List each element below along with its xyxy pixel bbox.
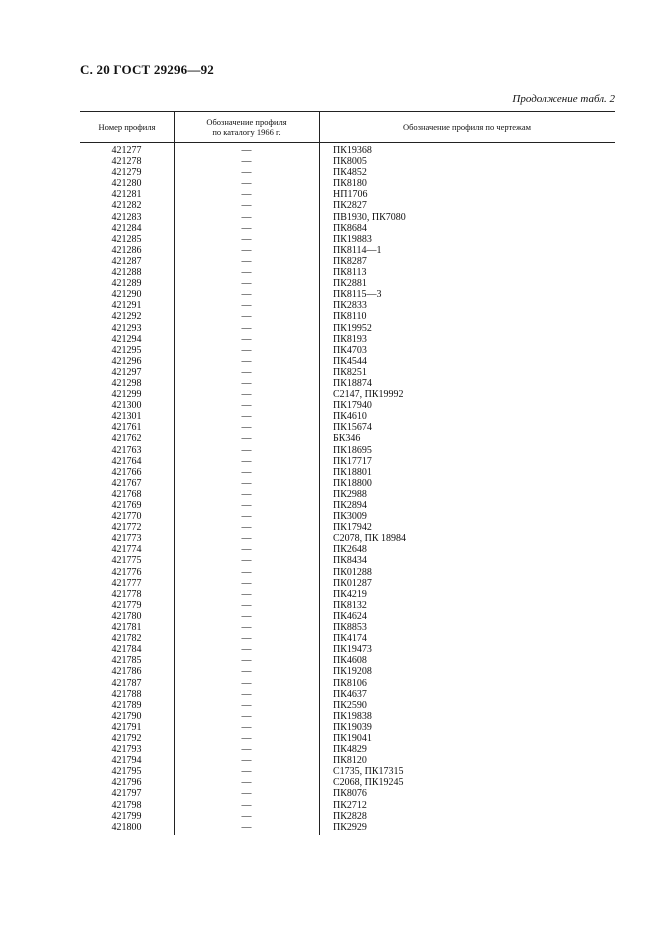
table-row (80, 622, 615, 633)
drawing-designation-cell: ПК17940 (333, 400, 372, 412)
profile-number-cell: 421764 (111, 455, 142, 467)
drawing-designation-cell: ПК8132 (333, 599, 367, 611)
catalog-1966-cell: — (241, 355, 252, 367)
profile-number-cell: 421788 (111, 688, 142, 700)
table-row (80, 234, 615, 245)
drawing-designation-cell: ПК19838 (333, 710, 372, 722)
catalog-1966-cell: — (241, 588, 252, 600)
profile-number-cell: 421286 (111, 244, 142, 256)
profile-number-cell: 421776 (111, 566, 142, 578)
drawing-designation-cell: ПК8106 (333, 677, 367, 689)
catalog-1966-cell: — (241, 533, 252, 545)
profile-number-cell: 421761 (111, 422, 142, 434)
table-body (80, 143, 615, 833)
catalog-1966-cell: — (241, 455, 252, 467)
table-row (80, 811, 615, 822)
table-row (80, 311, 615, 322)
drawing-designation-cell: ПК4174 (333, 633, 367, 645)
table-row (80, 744, 615, 755)
catalog-1966-cell: — (241, 566, 252, 578)
table-row (80, 200, 615, 211)
catalog-1966-cell: — (241, 655, 252, 667)
drawing-designation-cell: ПК4544 (333, 355, 367, 367)
profile-number-cell: 421780 (111, 610, 142, 622)
catalog-1966-cell: — (241, 466, 252, 478)
profile-number-cell: 421299 (111, 389, 142, 401)
table-row (80, 555, 615, 566)
catalog-1966-cell: — (241, 233, 252, 245)
table-row (80, 511, 615, 522)
catalog-1966-cell: — (241, 577, 252, 589)
catalog-1966-cell: — (241, 777, 252, 789)
table-row (80, 500, 615, 511)
profile-number-cell: 421283 (111, 211, 142, 223)
profile-number-cell: 421290 (111, 289, 142, 301)
catalog-1966-cell: — (241, 500, 252, 511)
profile-number-cell: 421298 (111, 377, 142, 389)
profile-number-cell: 421277 (111, 145, 142, 156)
table-row (80, 212, 615, 223)
table-row (80, 766, 615, 777)
profile-number-cell: 421785 (111, 655, 142, 667)
profile-number-cell: 421787 (111, 677, 142, 689)
profile-number-cell: 421778 (111, 588, 142, 600)
catalog-1966-cell: — (241, 688, 252, 700)
profile-number-cell: 421777 (111, 577, 142, 589)
profile-number-cell: 421278 (111, 156, 142, 168)
catalog-1966-cell: — (241, 622, 252, 634)
drawing-designation-cell: ПК19368 (333, 145, 372, 156)
drawing-designation-cell: ПК17717 (333, 455, 372, 467)
catalog-1966-cell: — (241, 721, 252, 733)
catalog-1966-cell: — (241, 810, 252, 822)
table-row (80, 644, 615, 655)
drawing-designation-cell: ПК15674 (333, 422, 372, 434)
drawing-designation-cell: ПК8115—3 (333, 289, 382, 301)
drawing-designation-cell: ПК4852 (333, 167, 367, 179)
catalog-1966-cell: — (241, 377, 252, 389)
drawing-designation-cell: ПК01288 (333, 566, 372, 578)
profile-number-cell: 421287 (111, 255, 142, 267)
drawing-designation-cell: ПК4637 (333, 688, 367, 700)
catalog-1966-cell: — (241, 544, 252, 556)
table-row (80, 589, 615, 600)
catalog-1966-cell: — (241, 488, 252, 500)
drawing-designation-cell: ПК8120 (333, 755, 367, 767)
catalog-1966-cell: — (241, 477, 252, 489)
column-header-catalog-1966: Обозначение профиля по каталогу 1966 г. (206, 117, 287, 137)
catalog-1966-cell: — (241, 389, 252, 401)
catalog-1966-cell: — (241, 211, 252, 223)
drawing-designation-cell: ПК2894 (333, 500, 367, 511)
drawing-designation-cell: ПК2712 (333, 799, 367, 811)
drawing-designation-cell: ПК2988 (333, 488, 367, 500)
drawing-designation-cell: ПК19952 (333, 322, 372, 334)
table-row (80, 755, 615, 766)
table-row (80, 522, 615, 533)
table-row (80, 278, 615, 289)
catalog-1966-cell: — (241, 732, 252, 744)
drawing-designation-cell: ПК8684 (333, 222, 367, 234)
catalog-1966-cell: — (241, 633, 252, 645)
drawing-designation-cell: ПК18874 (333, 377, 372, 389)
drawing-designation-cell: ПК4703 (333, 344, 367, 356)
profile-number-cell: 421792 (111, 732, 142, 744)
profile-number-cell: 421797 (111, 788, 142, 800)
drawing-designation-cell: ПК2827 (333, 200, 367, 212)
table-row (80, 655, 615, 666)
profile-number-cell: 421796 (111, 777, 142, 789)
table-row (80, 389, 615, 400)
drawing-designation-cell: ПК18800 (333, 477, 372, 489)
table-row (80, 467, 615, 478)
profile-number-cell: 421763 (111, 444, 142, 456)
table-row (80, 611, 615, 622)
catalog-1966-cell: — (241, 411, 252, 423)
drawing-designation-cell: ПК8110 (333, 311, 367, 323)
catalog-1966-cell: — (241, 222, 252, 234)
table-row (80, 733, 615, 744)
drawing-designation-cell: ПК8434 (333, 555, 367, 567)
table-row (80, 156, 615, 167)
profile-number-cell: 421285 (111, 233, 142, 245)
drawing-designation-cell: ПК19883 (333, 233, 372, 245)
profile-number-cell: 421790 (111, 710, 142, 722)
column-header-profile-number: Номер профиля (98, 122, 156, 132)
drawing-designation-cell: ПК2828 (333, 810, 367, 822)
drawing-designation-cell: ПВ1930, ПК7080 (333, 211, 406, 223)
table-row (80, 711, 615, 722)
profile-number-cell: 421794 (111, 755, 142, 767)
profile-number-cell: 421779 (111, 599, 142, 611)
catalog-1966-cell: — (241, 422, 252, 434)
table-row (80, 678, 615, 689)
drawing-designation-cell: БК346 (333, 433, 361, 445)
catalog-1966-cell: — (241, 289, 252, 301)
table-row (80, 689, 615, 700)
drawing-designation-cell: ПК19039 (333, 721, 372, 733)
drawing-designation-cell: ПК8113 (333, 267, 367, 279)
table-row (80, 400, 615, 411)
table-row (80, 722, 615, 733)
drawing-designation-cell: ПК3009 (333, 511, 367, 523)
profile-number-cell: 421795 (111, 766, 142, 778)
table-row (80, 289, 615, 300)
catalog-1966-cell: — (241, 300, 252, 312)
table-row (80, 567, 615, 578)
catalog-1966-cell: — (241, 821, 252, 833)
catalog-1966-cell: — (241, 444, 252, 456)
profile-number-cell: 421789 (111, 699, 142, 711)
profile-number-cell: 421799 (111, 810, 142, 822)
profile-number-cell: 421793 (111, 744, 142, 756)
table-row (80, 600, 615, 611)
column-divider (174, 111, 175, 835)
profile-number-cell: 421291 (111, 300, 142, 312)
drawing-designation-cell: С2068, ПК19245 (333, 777, 404, 789)
profile-number-cell: 421289 (111, 278, 142, 290)
table-row (80, 267, 615, 278)
catalog-1966-cell: — (241, 255, 252, 267)
drawing-designation-cell: ПК18801 (333, 466, 372, 478)
profile-number-cell: 421768 (111, 488, 142, 500)
table-row (80, 533, 615, 544)
drawing-designation-cell: ПК2881 (333, 278, 367, 290)
drawing-designation-cell: ПК2590 (333, 699, 367, 711)
catalog-1966-cell: — (241, 744, 252, 756)
drawing-designation-cell: ПК17942 (333, 522, 372, 534)
drawing-designation-cell: ПК4219 (333, 588, 367, 600)
catalog-1966-cell: — (241, 366, 252, 378)
catalog-1966-cell: — (241, 511, 252, 523)
catalog-1966-cell: — (241, 666, 252, 678)
profiles-table (80, 111, 615, 833)
profile-number-cell: 421800 (111, 821, 142, 833)
catalog-1966-cell: — (241, 200, 252, 212)
drawing-designation-cell: ПК8180 (333, 178, 367, 190)
drawing-designation-cell: С2078, ПК 18984 (333, 533, 407, 545)
drawing-designation-cell: С1735, ПК17315 (333, 766, 404, 778)
profile-number-cell: 421772 (111, 522, 142, 534)
drawing-designation-cell: ПК8193 (333, 333, 367, 345)
table-row (80, 256, 615, 267)
drawing-designation-cell: ПК2648 (333, 544, 367, 556)
catalog-1966-cell: — (241, 644, 252, 656)
catalog-1966-cell: — (241, 278, 252, 290)
catalog-1966-cell: — (241, 189, 252, 201)
table-row (80, 788, 615, 799)
drawing-designation-cell: ПК8251 (333, 366, 367, 378)
profile-number-cell: 421782 (111, 633, 142, 645)
catalog-1966-cell: — (241, 788, 252, 800)
drawing-designation-cell: ПК18695 (333, 444, 372, 456)
table-row (80, 323, 615, 334)
table-row (80, 433, 615, 444)
profile-number-cell: 421766 (111, 466, 142, 478)
catalog-1966-cell: — (241, 710, 252, 722)
table-row (80, 178, 615, 189)
drawing-designation-cell: ПК8005 (333, 156, 367, 168)
profile-number-cell: 421774 (111, 544, 142, 556)
table-row (80, 777, 615, 788)
drawing-designation-cell: ПК4610 (333, 411, 367, 423)
drawing-designation-cell: ПК8287 (333, 255, 367, 267)
catalog-1966-cell: — (241, 178, 252, 190)
table-row (80, 578, 615, 589)
profile-number-cell: 421284 (111, 222, 142, 234)
catalog-1966-cell: — (241, 699, 252, 711)
column-header-drawing-designation: Обозначение профиля по чертежам (402, 122, 532, 132)
profile-number-cell: 421786 (111, 666, 142, 678)
catalog-1966-cell: — (241, 311, 252, 323)
catalog-1966-cell: — (241, 322, 252, 334)
catalog-1966-cell: — (241, 677, 252, 689)
table-row (80, 700, 615, 711)
drawing-designation-cell: ПК2833 (333, 300, 367, 312)
table-row (80, 822, 615, 833)
profile-number-cell: 421288 (111, 267, 142, 279)
catalog-1966-cell: — (241, 755, 252, 767)
table-row (80, 456, 615, 467)
catalog-1966-cell: — (241, 145, 252, 156)
catalog-1966-cell: — (241, 156, 252, 168)
profile-number-cell: 421770 (111, 511, 142, 523)
catalog-1966-cell: — (241, 599, 252, 611)
table-row (80, 633, 615, 644)
drawing-designation-cell: С2147, ПК19992 (333, 389, 404, 401)
table-row (80, 478, 615, 489)
profile-number-cell: 421295 (111, 344, 142, 356)
drawing-designation-cell: ПК4608 (333, 655, 367, 667)
table-row (80, 367, 615, 378)
table-row (80, 300, 615, 311)
catalog-1966-cell: — (241, 244, 252, 256)
table-row (80, 489, 615, 500)
catalog-1966-cell: — (241, 344, 252, 356)
catalog-1966-cell: — (241, 610, 252, 622)
table-row (80, 189, 615, 200)
profile-number-cell: 421279 (111, 167, 142, 179)
table-header (80, 111, 615, 143)
drawing-designation-cell: ПК4829 (333, 744, 367, 756)
catalog-1966-cell: — (241, 766, 252, 778)
catalog-1966-cell: — (241, 267, 252, 279)
profile-number-cell: 421767 (111, 477, 142, 489)
drawing-designation-cell: ПК4624 (333, 610, 367, 622)
table-row (80, 245, 615, 256)
table-row (80, 666, 615, 677)
catalog-1966-cell: — (241, 167, 252, 179)
table-row (80, 800, 615, 811)
profile-number-cell: 421293 (111, 322, 142, 334)
drawing-designation-cell: ПК8076 (333, 788, 367, 800)
table-row (80, 378, 615, 389)
page-title: С. 20 ГОСТ 29296—92 (80, 62, 214, 77)
drawing-designation-cell: ПК2929 (333, 821, 367, 833)
profile-number-cell: 421300 (111, 400, 142, 412)
drawing-designation-cell: ПК01287 (333, 577, 372, 589)
drawing-designation-cell: НП1706 (333, 189, 368, 201)
table-row (80, 544, 615, 555)
column-divider (319, 111, 320, 835)
drawing-designation-cell: ПК8114—1 (333, 244, 382, 256)
drawing-designation-cell: ПК19041 (333, 732, 372, 744)
drawing-designation-cell: ПК19473 (333, 644, 372, 656)
table-row (80, 356, 615, 367)
catalog-1966-cell: — (241, 555, 252, 567)
table-row (80, 422, 615, 433)
profile-number-cell: 421297 (111, 366, 142, 378)
profile-number-cell: 421791 (111, 721, 142, 733)
table-continuation-note: Продолжение табл. 2 (512, 93, 615, 105)
catalog-1966-cell: — (241, 400, 252, 412)
profile-number-cell: 421294 (111, 333, 142, 345)
table-row (80, 223, 615, 234)
catalog-1966-cell: — (241, 333, 252, 345)
profile-number-cell: 421280 (111, 178, 142, 190)
profile-number-cell: 421762 (111, 433, 142, 445)
profile-number-cell: 421798 (111, 799, 142, 811)
drawing-designation-cell: ПК8853 (333, 622, 367, 634)
table-row (80, 167, 615, 178)
profile-number-cell: 421292 (111, 311, 142, 323)
table-row (80, 345, 615, 356)
table-row (80, 411, 615, 422)
catalog-1966-cell: — (241, 433, 252, 445)
catalog-1966-cell: — (241, 522, 252, 534)
profile-number-cell: 421281 (111, 189, 142, 201)
profile-number-cell: 421784 (111, 644, 142, 656)
table-row (80, 334, 615, 345)
profile-number-cell: 421769 (111, 500, 142, 511)
catalog-1966-cell: — (241, 799, 252, 811)
profile-number-cell: 421301 (111, 411, 142, 423)
table-row (80, 145, 615, 156)
profile-number-cell: 421773 (111, 533, 142, 545)
drawing-designation-cell: ПК19208 (333, 666, 372, 678)
profile-number-cell: 421282 (111, 200, 142, 212)
profile-number-cell: 421775 (111, 555, 142, 567)
profile-number-cell: 421781 (111, 622, 142, 634)
table-row (80, 445, 615, 456)
profile-number-cell: 421296 (111, 355, 142, 367)
